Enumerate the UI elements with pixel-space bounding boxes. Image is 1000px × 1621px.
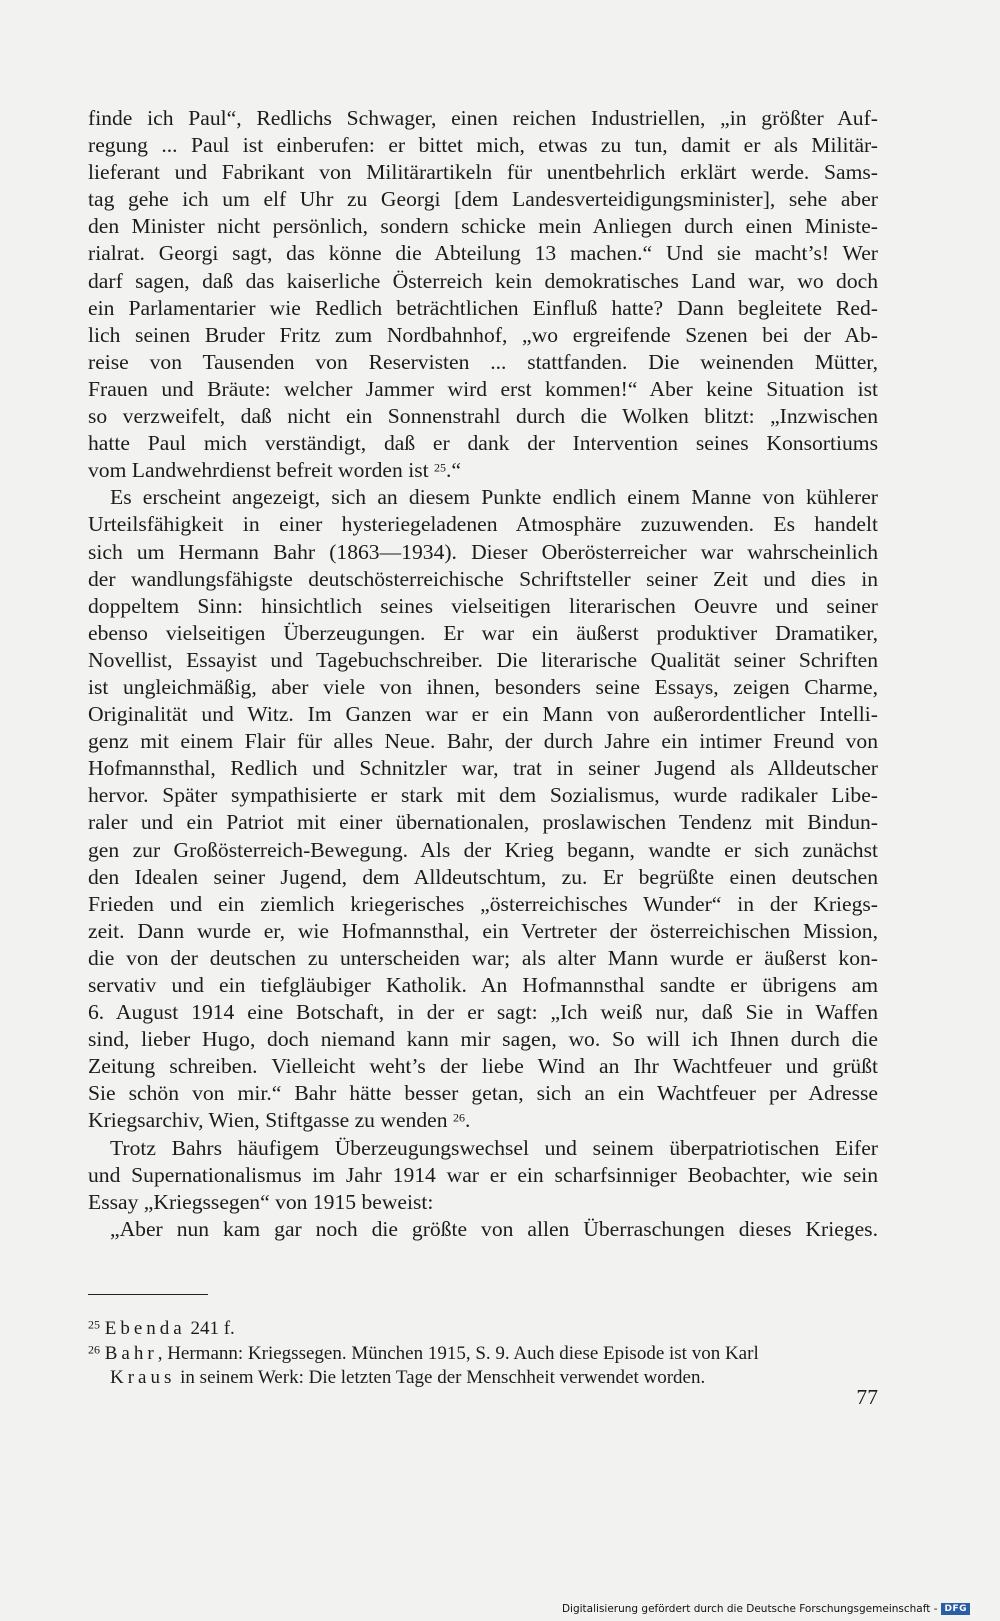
text-line — [88, 240, 878, 267]
text-line-content: servativ und ein tiefgläubiger Katholik. An Hofmannsthal sandte er übrigens am — [88, 973, 878, 997]
text-line — [88, 105, 878, 132]
text-line-content: 6. August 1914 eine Botschaft, in der er sagt: „Ich weiß nur, daß Sie in Waffen — [88, 1000, 878, 1025]
text-line — [88, 539, 878, 566]
credit-text: Digitalisierung gefördert durch die Deutsche Forschungsgemeinschaft - — [561, 1603, 938, 1615]
text-line — [88, 1135, 878, 1162]
text-line-content: rialrat. Georgi sagt, das könne die Abteilung 13 machen.“ Und sie macht’s! Wer — [88, 241, 878, 266]
text-line-content: Frieden und ein ziemlich kriegerisches „österreichisches Wunder“ in der Kriegs- — [88, 891, 878, 916]
text-line — [88, 268, 878, 295]
text-line-content: der wandlungsfähigste deutschösterreichische Schriftsteller seiner Zeit und dies in — [88, 566, 878, 591]
text-line — [88, 1026, 878, 1053]
dfg-logo: DFG — [941, 1603, 970, 1615]
digitization-credit — [562, 1603, 970, 1615]
text-line-content: Frauen und Bräute: welcher Jammer wird erst kommen!“ Aber keine Situation ist — [88, 376, 878, 401]
text-line-content: darf sagen, daß das kaiserliche Österreich kein demokratisches Land war, wo doch — [88, 268, 878, 293]
text-line — [88, 1216, 878, 1243]
text-line-content: doppeltem Sinn: hinsichtlich seines vielseitigen literarischen Oeuvre und seiner — [88, 593, 878, 618]
footnote-26 — [88, 1342, 878, 1367]
text-line-content: Originalität und Witz. Im Ganzen war er ein Mann von außerordentlicher Intelli- — [88, 702, 878, 727]
text-line — [88, 782, 878, 809]
footnote-author: Ebenda — [104, 1318, 186, 1339]
page-number: 77 — [856, 1385, 878, 1409]
text-line — [88, 864, 878, 891]
footnote-26-continuation — [88, 1366, 878, 1391]
text-line-content: zeit. Dann wurde er, wie Hofmannsthal, ein Vertreter der österreichischen Mission, — [88, 918, 878, 943]
text-line-content: sich um Hermann Bahr (1863—1934). Dieser Oberösterreicher war wahrscheinlich — [88, 539, 878, 564]
text-line-content: Essay „Kriegssegen“ von 1915 beweist: — [88, 1189, 434, 1214]
text-line-content: vom Landwehrdienst befreit worden ist — [88, 458, 429, 483]
footnote-reference: 26 — [452, 1111, 465, 1126]
text-line — [88, 999, 878, 1026]
text-line-content: Novellist, Essayist und Tagebuchschreiber. Die literarische Qualität seiner Schriften — [88, 647, 878, 672]
text-line-content: Zeitung schreiben. Vielleicht weht’s der liebe Wind an Ihr Wachtfeuer und grüßt — [88, 1054, 878, 1079]
footnote-reference: 25 — [434, 460, 447, 475]
body-text — [88, 105, 878, 1243]
text-line-content: Hofmannsthal, Redlich und Schnitzler war, trat in seiner Jugend als Alldeutscher — [88, 756, 878, 781]
text-line — [88, 159, 878, 186]
text-line — [88, 1053, 878, 1080]
text-line — [88, 186, 878, 213]
footnote-author: Kraus — [110, 1367, 176, 1388]
footnote-25 — [88, 1317, 878, 1342]
text-line-content: hatte Paul mich verständigt, daß er dank der Intervention seines Konsortiums — [88, 431, 878, 456]
text-line-content: lieferant und Fabrikant von Militärartikeln für unentbehrlich erklärt werde. Sams- — [88, 160, 878, 185]
text-line-content: genz mit einem Flair für alles Neue. Bahr, der durch Jahre ein intimer Freund von — [88, 729, 878, 754]
text-line — [88, 647, 878, 674]
text-line — [88, 674, 878, 701]
text-line-content: Sie schön von mir.“ Bahr hätte besser getan, sich an ein Wachtfeuer per Adresse — [88, 1081, 878, 1106]
text-line-content: lich seinen Bruder Fritz zum Nordbahnhof, „wo ergreifende Szenen bei der Ab- — [88, 322, 878, 347]
text-line-content: die von der deutschen zu unterscheiden war; als alter Mann wurde er äußerst kon- — [88, 945, 878, 970]
text-line — [88, 620, 878, 647]
text-line-content: Kriegsarchiv, Wien, Stiftgasse zu wenden — [88, 1108, 448, 1133]
text-line-content: den Idealen seiner Jugend, dem Alldeutschtum, zu. Er begrüßte einen deutschen — [88, 864, 878, 889]
text-line-content: sind, lieber Hugo, doch niemand kann mir sagen, wo. So will ich Ihnen durch die — [88, 1027, 878, 1052]
footnote-author: Bahr — [104, 1342, 158, 1364]
text-line — [88, 593, 878, 620]
text-line — [88, 945, 878, 972]
text-line-content: Es erscheint angezeigt, sich an diesem Punkte endlich einem Manne von kühlerer — [110, 485, 878, 510]
text-line — [88, 132, 878, 159]
text-line-content: hervor. Später sympathisierte er stark mit dem Sozialismus, wurde radikaler Libe- — [88, 783, 878, 808]
text-line — [88, 349, 878, 376]
text-line-content: ein Parlamentarier wie Redlich beträchtlichen Einfluß hatte? Dann begleitete Red- — [88, 295, 878, 320]
text-line — [88, 430, 878, 457]
text-line — [88, 1080, 878, 1107]
text-line-content: tag gehe ich um elf Uhr zu Georgi [dem Landesverteidigungsminister], sehe aber — [88, 187, 878, 212]
footnote-text: 241 f. — [185, 1318, 235, 1339]
text-line — [88, 1189, 878, 1216]
footnote-text: , Hermann: Kriegssegen. München 1915, S. 9. Auch diese Episode ist von Karl — [157, 1342, 759, 1364]
text-line — [88, 322, 878, 349]
text-line — [88, 918, 878, 945]
text-line — [88, 755, 878, 782]
text-line — [88, 295, 878, 322]
text-line — [88, 728, 878, 755]
text-line — [88, 376, 878, 403]
text-line — [88, 484, 878, 511]
text-line-content: ist ungleichmäßig, aber viele von ihnen, besonders seine Essays, zeigen Charme, — [88, 674, 878, 699]
text-line — [88, 837, 878, 864]
text-line-content: ebenso vielseitigen Überzeugungen. Er war ein äußerst produktiver Dramatiker, — [88, 620, 878, 645]
text-line-content: finde ich Paul“, Redlichs Schwager, einen reichen Industriellen, „in größter Auf- — [88, 106, 878, 130]
footnote-text: in seinem Werk: Die letzten Tage der Menschheit verwendet worden. — [175, 1367, 706, 1388]
footnotes — [88, 1317, 878, 1391]
text-line — [88, 1107, 878, 1134]
text-line — [88, 403, 878, 430]
text-line — [88, 213, 878, 240]
text-line — [88, 809, 878, 836]
text-line — [88, 972, 878, 999]
text-line-content: raler und ein Patriot mit einer übernationalen, proslawischen Tendenz mit Bindun- — [88, 810, 878, 835]
text-line-content: „Aber nun kam gar noch die größte von allen Überraschungen dieses Krieges. — [110, 1216, 878, 1241]
text-line-content: so verzweifelt, daß nicht ein Sonnenstrahl durch die Wolken blitzt: „Inzwischen — [88, 404, 878, 429]
text-line — [88, 701, 878, 728]
text-line-tail: . — [464, 1108, 471, 1133]
text-line-tail: .“ — [446, 458, 461, 483]
text-line-content: Trotz Bahrs häufigem Überzeugungswechsel und seinem überpatriotischen Eifer — [110, 1135, 878, 1160]
text-line-content: den Minister nicht persönlich, sondern schicke mein Anliegen durch einen Ministe- — [88, 214, 878, 239]
text-line — [88, 457, 878, 484]
footnote-number: 26 — [88, 1342, 100, 1357]
text-line-content: reise von Tausenden von Reservisten ... stattfanden. Die weinenden Mütter, — [88, 349, 878, 374]
text-line-content: Urteilsfähigkeit in einer hysteriegeladenen Atmosphäre zuzuwenden. Es handelt — [88, 512, 878, 537]
text-line — [88, 1162, 878, 1189]
text-line-content: regung ... Paul ist einberufen: er bittet mich, etwas zu tun, damit er als Militär- — [88, 133, 878, 158]
text-line — [88, 511, 878, 538]
footnote-divider — [88, 1294, 208, 1295]
text-line — [88, 891, 878, 918]
footnote-number: 25 — [88, 1317, 100, 1332]
text-line — [88, 566, 878, 593]
text-line-content: und Supernationalismus im Jahr 1914 war er ein scharfsinniger Beobachter, wie sein — [88, 1162, 878, 1187]
text-line-content: gen zur Großösterreich-Bewegung. Als der Krieg begann, wandte er sich zunächst — [88, 837, 878, 862]
